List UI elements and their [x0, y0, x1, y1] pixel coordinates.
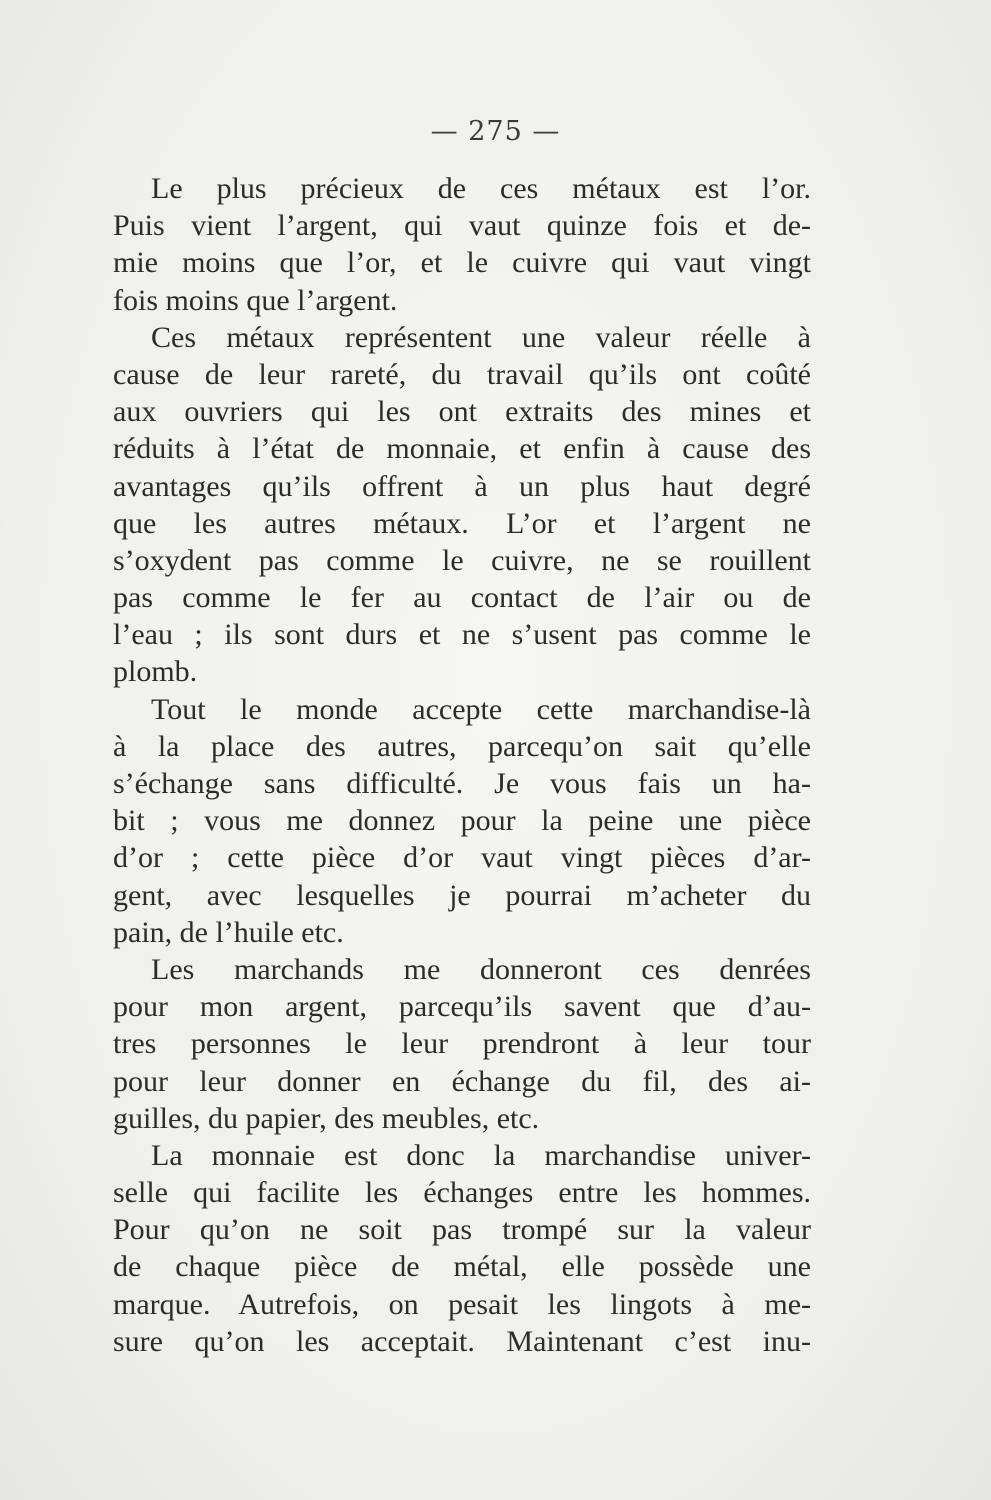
text-line: s’échange sans difficulté. Je vous fais un ha- — [113, 767, 811, 800]
text-line: d’or ; cette pièce d’or vaut vingt pièces d’ar- — [113, 841, 811, 875]
text-line: aux ouvriers qui les ont extraits des mines et — [113, 395, 811, 429]
text-line: fois moins que l’argent. — [113, 283, 398, 317]
text-line: Les marchands me donneront ces denrées — [151, 952, 811, 986]
text-line: pour mon argent, parcequ’ils savent que d’au- — [113, 990, 811, 1024]
text-line: Tout le monde accepte cette marchandise-là — [151, 692, 811, 726]
text-line: Pour qu’on ne soit pas trompé sur la valeur — [113, 1213, 811, 1247]
text-line: gent, avec lesquelles je pourrai m’acheter du — [113, 878, 811, 912]
text-line: guilles, du papier, des meubles, etc. — [113, 1101, 540, 1135]
text-line: à la place des autres, parcequ’on sait qu’elle — [113, 729, 811, 763]
text-line: sure qu’on les acceptait. Maintenant c’est inu- — [113, 1324, 811, 1358]
text-line: l’eau ; ils sont durs et ne s’usent pas comme le — [113, 618, 811, 652]
text-line: Puis vient l’argent, qui vaut quinze fois et de- — [113, 209, 811, 243]
text-line: marque. Autrefois, on pesait les lingots à me- — [113, 1287, 811, 1321]
text-line: La monnaie est donc la marchandise univer- — [151, 1138, 811, 1172]
text-line: avantages qu’ils offrent à un plus haut degré — [113, 469, 811, 503]
text-line: pour leur donner en échange du fil, des ai- — [113, 1064, 811, 1098]
text-line: Ces métaux représentent une valeur réelle à — [151, 320, 811, 354]
text-line: pain, de l’huile etc. — [113, 915, 344, 949]
text-line: Le plus précieux de ces métaux est l’or. — [151, 172, 811, 205]
page-number: — 275 — — [430, 116, 561, 147]
text-line: de chaque pièce de métal, elle possède une — [113, 1250, 811, 1284]
text-line: tres personnes le leur prendront à leur tour — [113, 1027, 811, 1061]
text-line: plomb. — [113, 655, 198, 689]
text-line: bit ; vous me donnez pour la peine une pièce — [113, 804, 811, 838]
text-line: pas comme le fer au contact de l’air ou de — [113, 581, 811, 615]
text-line: réduits à l’état de monnaie, et enfin à cause des — [113, 432, 811, 466]
body-text — [113, 170, 811, 1360]
text-line: selle qui facilite les échanges entre les hommes. — [113, 1176, 811, 1210]
text-line: mie moins que l’or, et le cuivre qui vaut vingt — [113, 246, 811, 280]
text-line: cause de leur rareté, du travail qu’ils ont coûté — [113, 357, 811, 391]
text-line: s’oxydent pas comme le cuivre, ne se rouillent — [113, 543, 811, 577]
text-line: que les autres métaux. L’or et l’argent ne — [113, 506, 811, 540]
